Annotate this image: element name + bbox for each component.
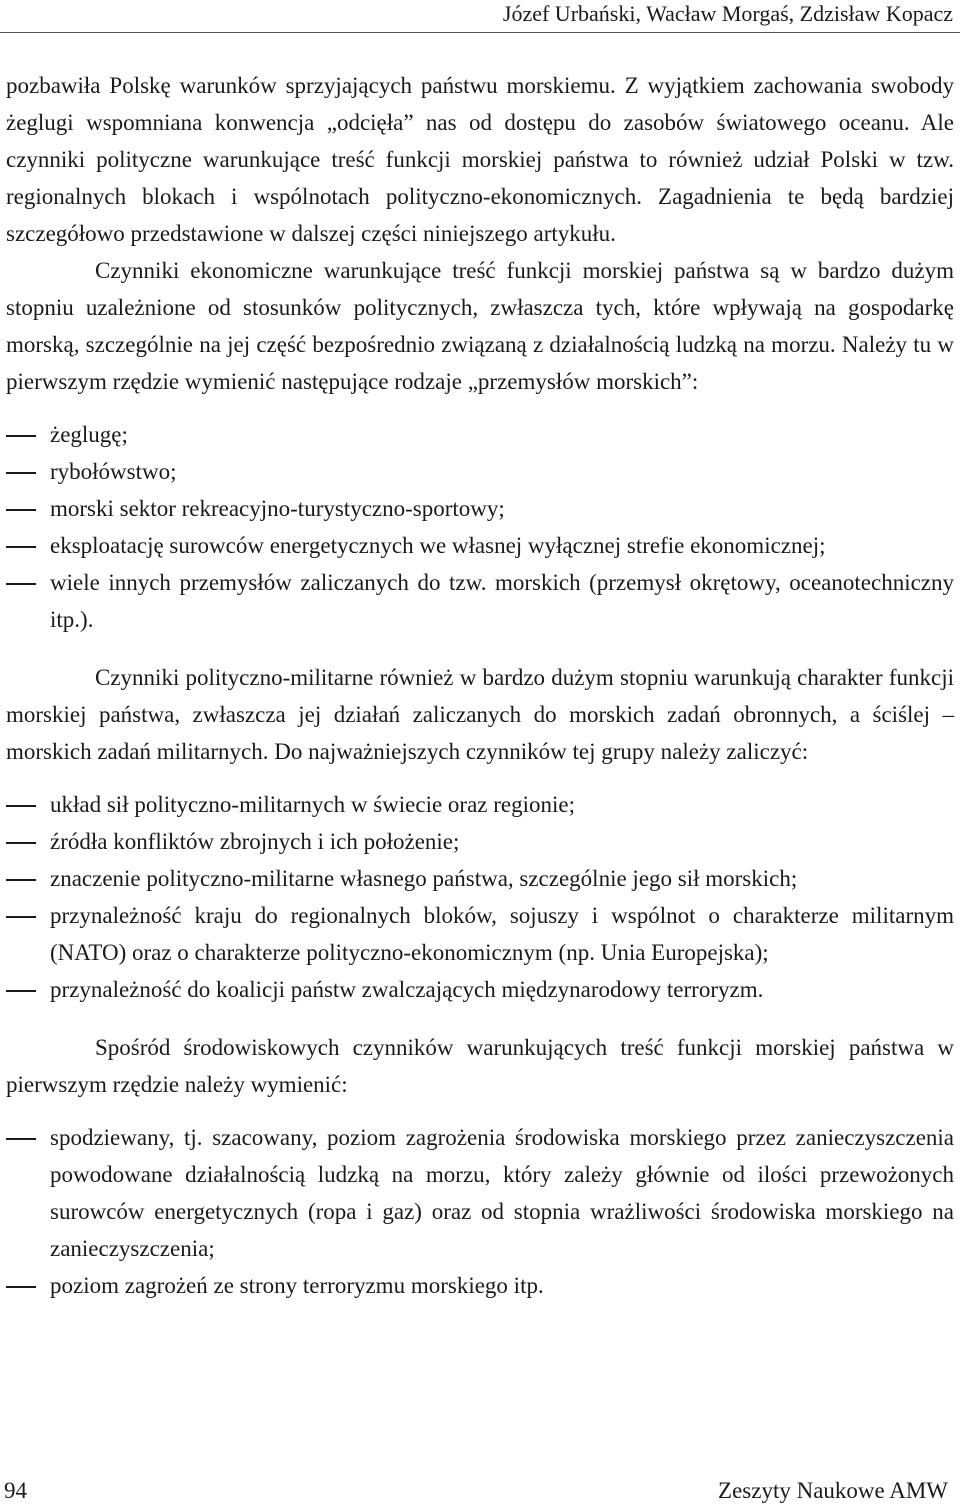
list-item: źródła konfliktów zbrojnych i ich położenie; (50, 829, 460, 854)
page-body (6, 67, 954, 1304)
list-item: poziom zagrożeń ze strony terroryzmu morskiego itp. (50, 1273, 544, 1298)
list-item: rybołówstwo; (50, 459, 177, 484)
list-item: morski sektor rekreacyjno-turystyczno-sportowy; (50, 496, 505, 521)
list-military-factors (6, 786, 954, 1008)
list-item: przynależność do koalicji państw zwalczających międzynarodowy terroryzm. (50, 977, 764, 1002)
list-item: układ sił polityczno-militarnych w świecie oraz regionie; (50, 792, 576, 817)
list-maritime-industries (6, 416, 954, 638)
list-item: żeglugę; (50, 422, 128, 447)
list-item: eksploatację surowców energetycznych we własnej wyłącznej strefie ekonomicznej; (50, 533, 826, 558)
list-item: znaczenie polityczno-militarne własnego państwa, szczególnie jego sił morskich; (50, 866, 798, 891)
page-number: 94 (4, 1478, 27, 1503)
paragraph-3: Czynniki polityczno-militarne również w bardzo dużym stopniu warunkują charakter funkcji morskiej państwa, zwłaszcza jej działań zaliczanych do morskich zadań obronnych, a ściślej – morskich zadań militarnych. Do najważniejszych czynników tej grupy należy zaliczyć: (6, 665, 954, 764)
list-item: przynależność kraju do regionalnych bloków, sojuszy i wspólnot o charakterze militarnym (NATO) oraz o charakterze polityczno-ekonomicznym (np. Unia Europejska); (50, 903, 954, 965)
list-item: spodziewany, tj. szacowany, poziom zagrożenia środowiska morskiego przez zanieczyszczenia powodowane działalnością ludzką na morzu, który zależy głównie od ilości przewożonych surowców energetycznych (ropa i gaz) oraz od stopnia wrażliwości środowiska morskiego na zanieczyszczenia; (50, 1125, 954, 1261)
header-authors: Józef Urbański, Wacław Morgaś, Zdzisław Kopacz (502, 1, 953, 26)
paragraph-4: Spośród środowiskowych czynników warunkujących treść funkcji morskiej państwa w pierwszym rzędzie należy wymienić: (6, 1035, 954, 1097)
list-environmental-factors (6, 1119, 954, 1304)
running-header (0, 0, 960, 33)
paragraph-2: Czynniki ekonomiczne warunkujące treść funkcji morskiej państwa są w bardzo dużym stopniu uzależnione od stosunków politycznych, zwłaszcza tych, które wpływają na gospodarkę morską, szczególnie na jej część bezpośrednio związaną z działalnością ludzką na morzu. Należy tu w pierwszym rzędzie wymienić następujące rodzaje „przemysłów morskich”: (6, 258, 954, 394)
list-item: wiele innych przemysłów zaliczanych do tzw. morskich (przemysł okrętowy, oceanotechniczny itp.). (50, 570, 954, 632)
paragraph-1: pozbawiła Polskę warunków sprzyjających państwu morskiemu. Z wyjątkiem zachowania swobody żeglugi wspomniana konwencja „odcięła” nas od dostępu do zasobów światowego oceanu. Ale czynniki polityczne warunkujące treść funkcji morskiej państwa to również udział Polski w tzw. regionalnych blokach i wspólnotach polityczno-ekonomicznych. Zagadnienia te będą bardziej szczegółowo przedstawione w dalszej części niniejszego artykułu. (6, 73, 954, 246)
journal-name: Zeszyty Naukowe AMW (718, 1478, 948, 1503)
